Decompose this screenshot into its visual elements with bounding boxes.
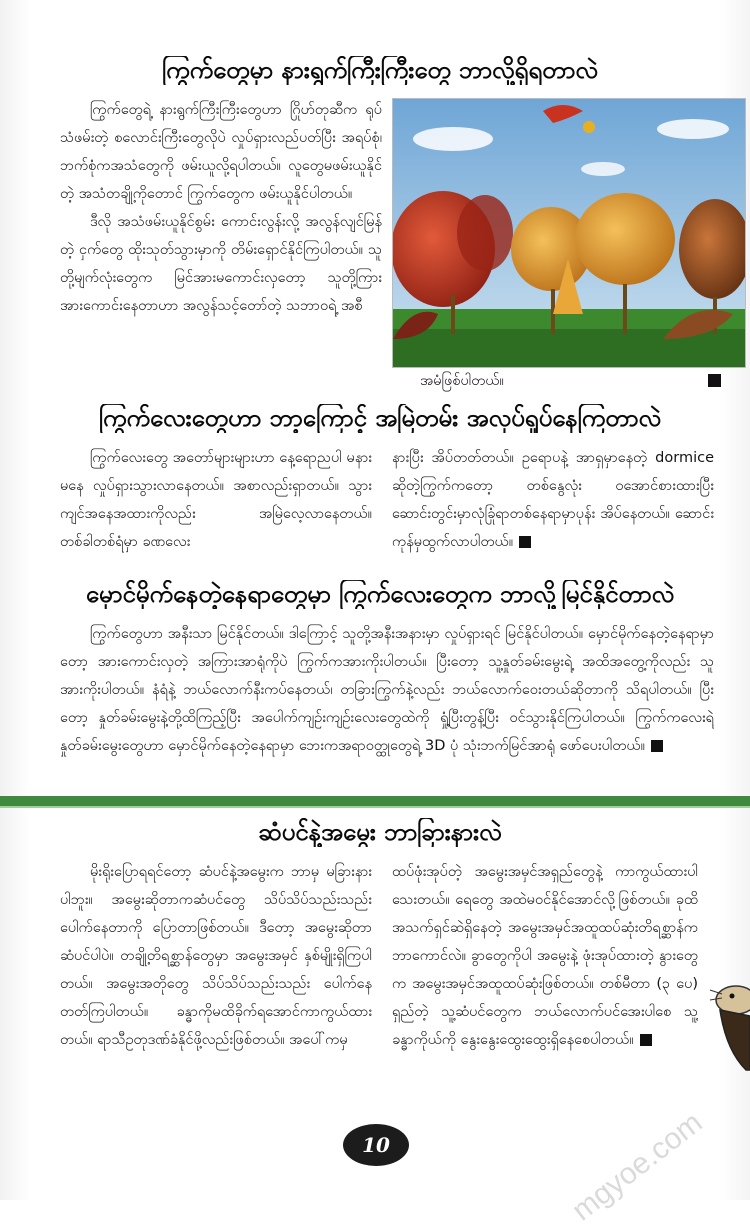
section-2-left-paragraph: ကြွက်လေးတွေ အတော်များများဟာ နေ့ရောညပါ မနားမနေ လှုပ်ရှားသွားလာနေတယ်။ အစာလည်းရှာတယ်။ သွားကျင်အနေအထားကိုလည်း အမြဲလေ့လာနေတယ်။ တစ်ခါတစ်ရံမှာ ခဏလေး bbox=[60, 450, 372, 550]
section-1-caption bbox=[420, 372, 504, 393]
section-2-right-text bbox=[392, 444, 714, 560]
watermark: mgyoe.com bbox=[565, 1105, 709, 1228]
section-1-text bbox=[60, 96, 382, 394]
section-4-left-paragraph: မိုးရိုးပြောရရင်တော့ ဆံပင်နဲ့အမွေးက ဘာမှ မခြားနားပါဘူး။ အမွေးဆိုတာကဆံပင်တွေ သိပ်သိပ်သည်းသည်းပေါက်နေတာကို ပြောတာဖြစ်တယ်။ ဒီတော့ အမွေးဆိုတာ ဆံပင်ပါပဲ။ တချို့တိရစ္ဆာန်တွေမှာ အမွေးအမှင် နှစ်မျိုးရှိကြပါတယ်။ အမွေးအတိုတွေ သိပ်သိပ်သည်းသည်း ပေါက်နေတတ်ကြပါတယ်။ ခန္ဓာကိုမထိခိုက်ရအောင်ကာကွယ်ထားတယ်။ ရာသီဥတုဒဏ်ခံနိုင်ဖို့လည်းဖြစ်တယ်။ အပေါ်ကမှ bbox=[60, 864, 372, 1048]
section-4-end-mark bbox=[640, 1034, 652, 1046]
section-3-text bbox=[60, 620, 714, 792]
section-1-title: ကြွက်တွေမှာ နားရွက်ကြီးကြီးတွေ ဘာလို့ရှိရတာလဲ bbox=[162, 56, 598, 84]
page-number: 10 bbox=[343, 1124, 409, 1166]
section-1-paragraph-1: ကြွက်တွေရဲ့ နားရွက်ကြီးကြီးတွေဟာ ဂြိုဟ်တုဆီက ရုပ်သံဖမ်းတဲ့ စလောင်းကြီးတွေလိုပဲ လှုပ်ရှားလည်ပတ်ပြီး အရပ်စုံ၊ ဘက်စုံကအသံတွေကို ဖမ်းယူလို့ရပါတယ်။ လူတွေမဖမ်းယူနိုင်တဲ့ အသံတချို့ကိုတောင် ကြွက်တွေက ဖမ်းယူနိုင်ပါတယ်။ bbox=[60, 102, 382, 202]
section-3-title: မှောင်မိုက်နေတဲ့နေရာတွေမှာ ကြွက်လေးတွေက ဘာလို့မြင်နိုင်တာလဲ bbox=[85, 580, 675, 608]
section-4-left-text bbox=[60, 858, 372, 1114]
section-2-left-text bbox=[60, 444, 372, 560]
section-4-right-paragraph bbox=[392, 858, 698, 1054]
section-2-title: ကြွက်လေးတွေဟာ ဘာ့ကြောင့် အမြဲတမ်း အလုပ်ရှုပ်နေကြတာလဲ bbox=[99, 404, 661, 432]
section-3-paragraph-text: ကြွက်တွေဟာ အနီးသာ မြင်နိုင်တယ်။ ဒါကြောင့် သူတို့အနီးအနားမှာ လှုပ်ရှားရင် မြင်နိုင်ပါတယ်။ မှောင်မိုက်နေတဲ့နေရာမှာတော့ အားကောင်းလှတဲ့ အကြားအာရုံကိုပဲ ကြွက်ကအားကိုးပါတယ်။ ပြီးတော့ သူ့နှုတ်ခမ်းမွေးရဲ့ အထိအတွေ့ကိုလည်း သူအားကိုးပါတယ်။ နံရံနဲ့ ဘယ်လောက်နီးကပ်နေတယ်၊ တခြားကြွက်နဲ့လည်း ဘယ်လောက်ဝေးတယ်ဆိုတာကို သိရပါတယ်။ ပြီးတော့ နှုတ်ခမ်းမွေးနဲ့တို့ထိကြည့်ပြီး အပေါက်ကျဉ်းကျဉ်းလေးတွေထဲကို ရှုံ့ပြီးတွန့်ပြီး ဝင်သွားနိုင်ကြပါတယ်။ ကြွက်ကလေးရဲ့ နှုတ်ခမ်းမွေးတွေဟာ မှောင်မိုက်နေတဲ့နေရာမှာ ဘေးကအရာဝတ္ထုတွေရဲ့ 3D ပုံ သုံးဘက်မြင်အာရုံ ဖော်ပေးပါတယ်။ bbox=[60, 626, 714, 754]
section-4-right-text-span: ထပ်ဖုံးအုပ်တဲ့ အမွေးအမှင်အရှည်တွေနဲ့ ကာကွယ်ထားပါသေးတယ်။ ရေတွေ အထဲမဝင်နိုင်အောင်လို့ဖြစ်တယ်။ ခုထိ အသက်ရှင်ဆဲရှိနေတဲ့ အမွေးအမှင်အထူထပ်ဆုံးတိရစ္ဆာန်က ဘာကောင်လဲ။ ခွာတွေကိုပါ အမွေးနဲ့ ဖုံးအုပ်ထားတဲ့ နွားတွေက အမွေးအမှင်အထူထပ်ဆုံးဖြစ်တယ်။ တစ်မီတာ (၃ ပေ) ရှည်တဲ့ သူ့ဆံပင်တွေက ဘယ်လောက်ပင်အေးပါစေ သူ့ခန္ဓာကိုယ်ကို နွေးနွေးထွေးထွေးရှိနေစေပါတယ်။ bbox=[392, 864, 698, 1048]
section-4-title: ဆံပင်နဲ့အမွေး ဘာခြားနားလဲ bbox=[258, 818, 502, 846]
section-3-end-mark bbox=[651, 740, 663, 752]
section-divider bbox=[0, 796, 750, 806]
section-2-right-paragraph bbox=[392, 444, 714, 556]
section-3-paragraph bbox=[60, 620, 714, 760]
section-1-caption-text: အမံဖြစ်ပါတယ်။ bbox=[420, 373, 504, 389]
section-2-end-mark bbox=[519, 536, 531, 548]
section-1-paragraph-2: ဒီလို အသံဖမ်းယူနိုင်စွမ်း ကောင်းလွန်းလို့ အလွန်လျင်မြန်တဲ့ ငှက်တွေ ထိုးသုတ်သွားမှာကို တိမ်းရှောင်နိုင်ကြပါတယ်။ သူတို့မျက်လုံးတွေက မြင်အားမကောင်းလှတော့ သူတို့ကြားအားကောင်းနေတာဟာ အလွန်သင့်တော်တဲ့ သဘာဝရဲ့ အစီ bbox=[60, 214, 382, 314]
section-2-right-text-span: နားပြီး အိပ်တတ်တယ်။ ဥရောပနဲ့ အာရှမှာနေတဲ့ dormice ဆိုတဲ့ကြွက်ကတော့ တစ်နွေလုံး ဝအောင်စားထားပြီးဆောင်းတွင်းမှာလုံခြုံရာတစ်နေရာမှာပုန်း အိပ်နေတယ်။ ဆောင်းကုန်မှထွက်လာပါတယ်။ bbox=[392, 450, 714, 550]
section-1-end-mark bbox=[708, 374, 721, 387]
section-4-right-text bbox=[392, 858, 698, 1114]
mice-ears-dish-picture bbox=[393, 99, 745, 367]
mice-illustration bbox=[392, 98, 746, 368]
side-cartoon-mouse bbox=[706, 960, 750, 1080]
